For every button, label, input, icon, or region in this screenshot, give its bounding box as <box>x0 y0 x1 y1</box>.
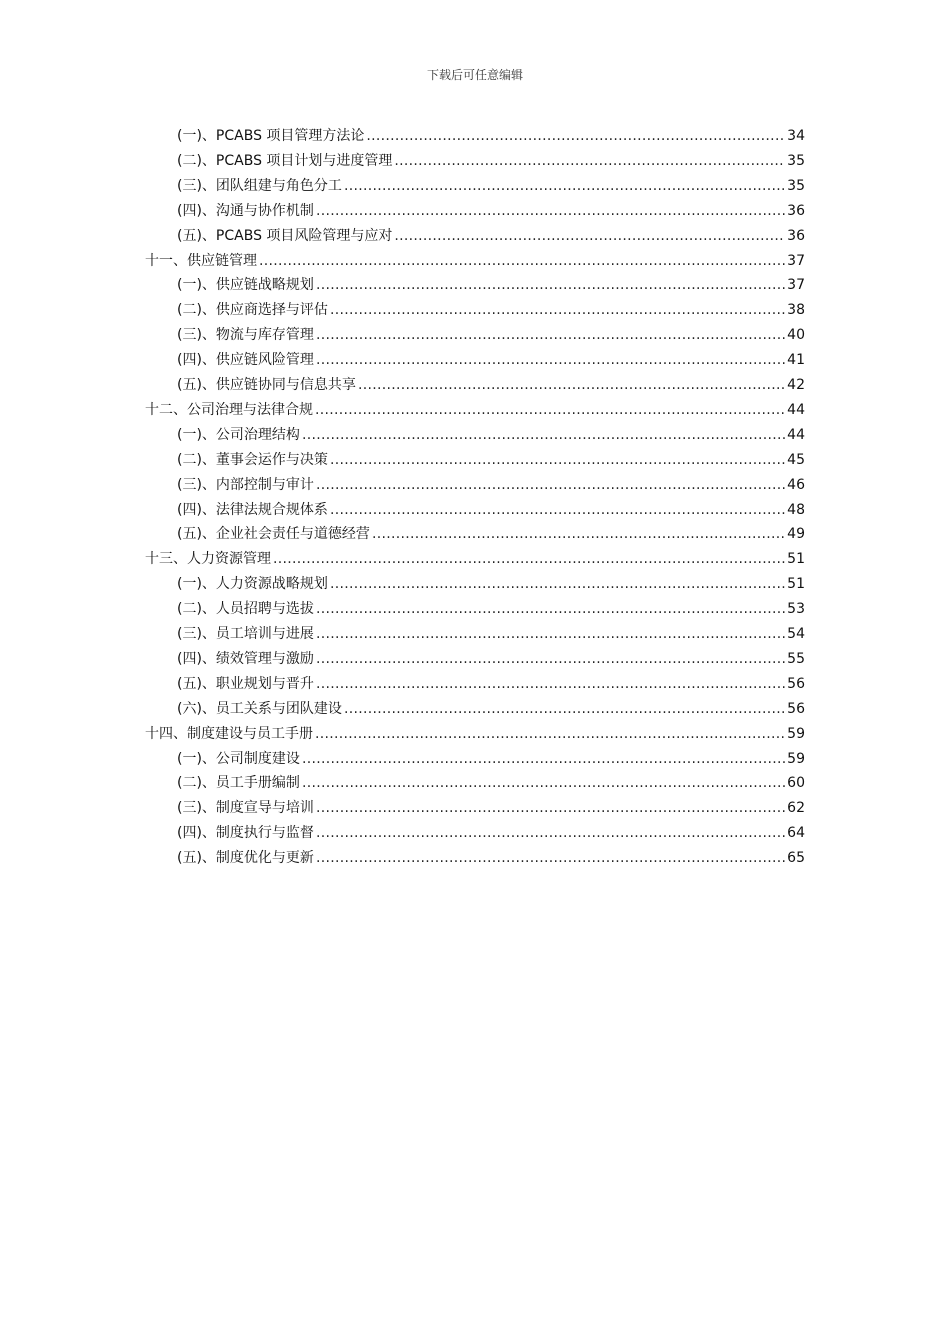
toc-entry-title: (三)、物流与库存管理 <box>177 327 314 344</box>
toc-entry-page-number: 36 <box>787 202 805 219</box>
toc-entry-page-number: 37 <box>787 277 805 294</box>
toc-entry-page-number: 51 <box>787 551 805 568</box>
toc-entry-title: (五)、PCABS 项目风险管理与应对 <box>177 227 393 244</box>
toc-entry-title: (五)、供应链协同与信息共享 <box>177 377 356 393</box>
toc-entry-page-number: 64 <box>787 825 805 842</box>
toc-entry-title: (一)、公司制度建设 <box>177 750 300 767</box>
toc-dot-leader <box>316 672 785 697</box>
toc-entry-title: (三)、员工培训与进展 <box>177 626 314 642</box>
toc-chapter-entry[interactable] <box>145 722 805 747</box>
toc-entry-page-number: 56 <box>787 700 805 717</box>
toc-dot-leader <box>330 572 785 597</box>
toc-section-entry[interactable] <box>177 697 805 722</box>
toc-dot-leader <box>330 498 785 523</box>
toc-entry-title: (五)、企业社会责任与道德经营 <box>177 526 370 543</box>
toc-section-entry[interactable] <box>177 473 805 498</box>
toc-entry-page-number: 44 <box>787 426 805 443</box>
toc-dot-leader <box>366 124 785 149</box>
toc-section-entry[interactable] <box>177 298 805 323</box>
toc-dot-leader <box>302 771 785 796</box>
toc-entry-page-number: 53 <box>787 601 805 618</box>
toc-entry-page-number: 36 <box>787 227 805 244</box>
toc-dot-leader <box>316 199 785 224</box>
toc-dot-leader <box>316 622 785 647</box>
toc-entry-page-number: 59 <box>787 725 805 742</box>
toc-dot-leader <box>344 697 785 722</box>
toc-section-entry[interactable] <box>177 622 805 647</box>
toc-section-entry[interactable] <box>177 373 805 398</box>
toc-dot-leader <box>330 298 785 323</box>
toc-dot-leader <box>316 348 785 373</box>
toc-entry-title: (一)、公司治理结构 <box>177 426 300 443</box>
toc-entry-page-number: 37 <box>787 252 805 269</box>
toc-entry-page-number: 51 <box>787 576 805 593</box>
toc-entry-title: (二)、员工手册编制 <box>177 775 300 792</box>
toc-dot-leader <box>316 846 785 871</box>
toc-entry-title: (四)、法律法规合规体系 <box>177 501 328 518</box>
toc-dot-leader <box>302 747 785 772</box>
toc-entry-title: (六)、员工关系与团队建设 <box>177 700 342 717</box>
toc-entry-title: (四)、沟通与协作机制 <box>177 202 314 219</box>
toc-entry-page-number: 49 <box>787 526 805 543</box>
toc-section-entry[interactable] <box>177 597 805 622</box>
toc-entry-page-number: 42 <box>787 377 805 393</box>
toc-dot-leader <box>315 722 785 747</box>
toc-section-entry[interactable] <box>177 273 805 298</box>
toc-dot-leader <box>358 373 785 398</box>
toc-dot-leader <box>372 522 785 547</box>
toc-entry-page-number: 34 <box>787 128 805 144</box>
toc-entry-page-number: 65 <box>787 850 805 867</box>
toc-dot-leader <box>394 149 785 174</box>
toc-dot-leader <box>259 249 785 274</box>
toc-entry-page-number: 48 <box>787 501 805 518</box>
toc-chapter-entry[interactable] <box>145 249 805 274</box>
toc-dot-leader <box>316 273 785 298</box>
toc-section-entry[interactable] <box>177 821 805 846</box>
toc-section-entry[interactable] <box>177 522 805 547</box>
toc-entry-title: (五)、制度优化与更新 <box>177 850 314 867</box>
toc-section-entry[interactable] <box>177 846 805 871</box>
toc-section-entry[interactable] <box>177 199 805 224</box>
toc-section-entry[interactable] <box>177 498 805 523</box>
toc-dot-leader <box>316 796 785 821</box>
toc-entry-title: 十二、公司治理与法律合规 <box>145 401 313 418</box>
toc-entry-page-number: 54 <box>787 626 805 642</box>
toc-chapter-entry[interactable] <box>145 398 805 423</box>
toc-entry-title: (二)、人员招聘与选拔 <box>177 601 314 618</box>
toc-entry-title: (四)、制度执行与监督 <box>177 825 314 842</box>
toc-section-entry[interactable] <box>177 796 805 821</box>
toc-dot-leader <box>344 174 785 199</box>
toc-dot-leader <box>316 323 785 348</box>
page-header: 下载后可任意编辑 <box>426 68 523 82</box>
toc-entry-page-number: 62 <box>787 800 805 817</box>
toc-section-entry[interactable] <box>177 174 805 199</box>
toc-entry-page-number: 55 <box>787 650 805 667</box>
toc-entry-title: (四)、绩效管理与激励 <box>177 650 314 667</box>
toc-section-entry[interactable] <box>177 771 805 796</box>
toc-dot-leader <box>315 398 785 423</box>
toc-chapter-entry[interactable] <box>145 547 805 572</box>
toc-dot-leader <box>394 224 785 249</box>
toc-entry-page-number: 35 <box>787 177 805 194</box>
toc-dot-leader <box>302 423 785 448</box>
toc-entry-title: (二)、PCABS 项目计划与进度管理 <box>177 152 393 169</box>
toc-entry-page-number: 45 <box>787 451 805 468</box>
toc-entry-title: 十四、制度建设与员工手册 <box>145 725 313 742</box>
toc-entry-title: (一)、PCABS 项目管理方法论 <box>177 128 365 144</box>
toc-section-entry[interactable] <box>177 149 805 174</box>
toc-section-entry[interactable] <box>177 448 805 473</box>
toc-section-entry[interactable] <box>177 672 805 697</box>
toc-entry-page-number: 41 <box>787 352 805 369</box>
toc-entry-title: (三)、内部控制与审计 <box>177 476 314 493</box>
toc-section-entry[interactable] <box>177 647 805 672</box>
toc-entry-title: (四)、供应链风险管理 <box>177 352 314 369</box>
toc-section-entry[interactable] <box>177 348 805 373</box>
toc-entry-title: (一)、供应链战略规划 <box>177 277 314 294</box>
toc-dot-leader <box>316 473 785 498</box>
toc-entry-title: (二)、供应商选择与评估 <box>177 302 328 319</box>
toc-entry-title: (二)、董事会运作与决策 <box>177 451 328 468</box>
toc-entry-title: 十一、供应链管理 <box>145 252 257 269</box>
toc-dot-leader <box>316 597 785 622</box>
toc-entry-page-number: 40 <box>787 327 805 344</box>
toc-entry-page-number: 44 <box>787 401 805 418</box>
toc-entry-title: (三)、团队组建与角色分工 <box>177 177 342 194</box>
toc-entry-page-number: 60 <box>787 775 805 792</box>
toc-section-entry[interactable] <box>177 572 805 597</box>
toc-dot-leader <box>316 821 785 846</box>
toc-section-entry[interactable] <box>177 323 805 348</box>
toc-section-entry[interactable] <box>177 224 805 249</box>
toc-section-entry[interactable] <box>177 124 805 149</box>
toc-dot-leader <box>273 547 785 572</box>
toc-dot-leader <box>330 448 785 473</box>
toc-entry-page-number: 46 <box>787 476 805 493</box>
toc-entry-page-number: 35 <box>787 152 805 169</box>
toc-entry-page-number: 59 <box>787 750 805 767</box>
toc-entry-title: (三)、制度宣导与培训 <box>177 800 314 817</box>
toc-dot-leader <box>316 647 785 672</box>
toc-entry-title: 十三、人力资源管理 <box>145 551 271 568</box>
toc-entry-page-number: 38 <box>787 302 805 319</box>
toc-entry-page-number: 56 <box>787 675 805 692</box>
toc-entry-title: (五)、职业规划与晋升 <box>177 675 314 692</box>
toc-section-entry[interactable] <box>177 423 805 448</box>
toc-section-entry[interactable] <box>177 747 805 772</box>
toc-entry-title: (一)、人力资源战略规划 <box>177 576 328 593</box>
